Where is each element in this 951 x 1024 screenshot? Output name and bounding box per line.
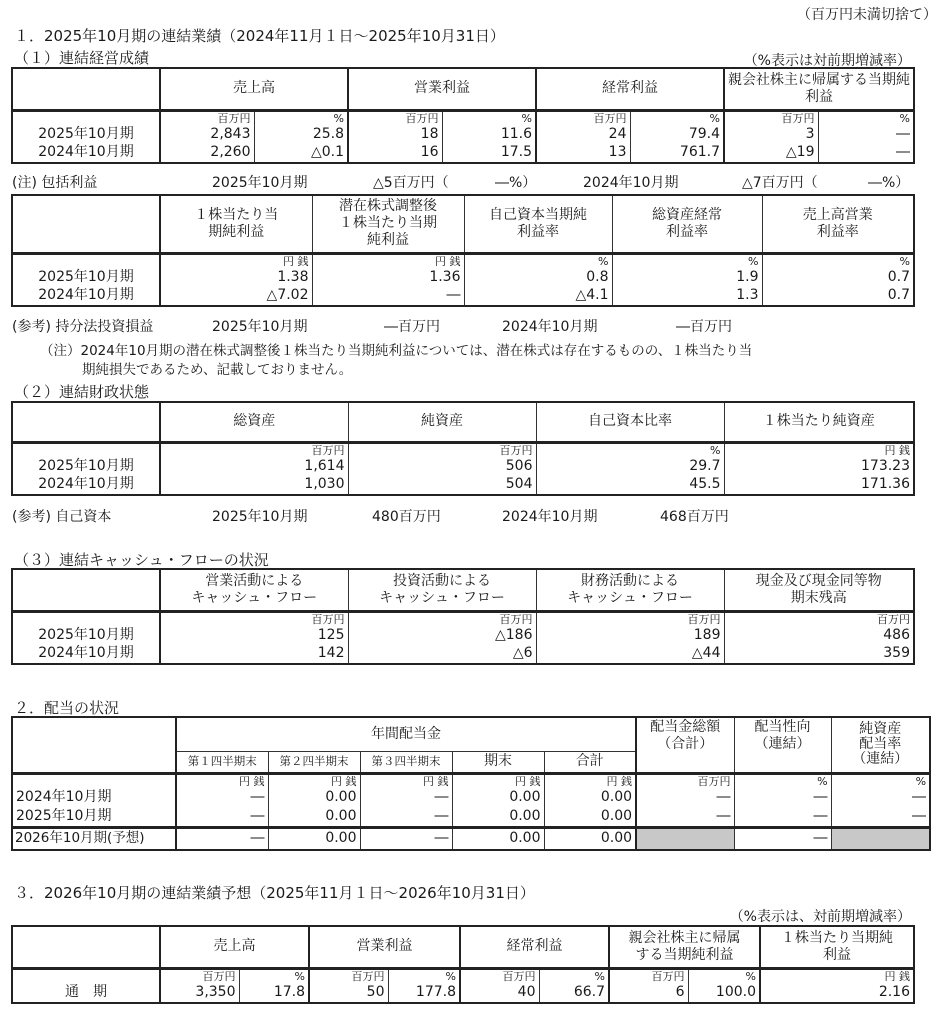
ci-period1: 2025年10月期 xyxy=(212,175,308,191)
header-investing-cf: 投資活動による キャッシュ・フロー xyxy=(348,569,536,611)
financial-position-table xyxy=(11,401,915,496)
eq-period2: 2024年10月期 xyxy=(502,509,598,525)
cell: △186 xyxy=(348,626,536,645)
cell: 0.00 xyxy=(268,808,360,828)
cell: ― xyxy=(360,788,452,808)
unit: 百万円 xyxy=(160,611,348,626)
unit: 円 銭 xyxy=(176,773,268,788)
pct-note-forecast: （%表示は、対前期増減率） xyxy=(729,909,911,925)
unit: 円 銭 xyxy=(268,773,360,788)
em-period1: 2025年10月期 xyxy=(212,319,308,335)
row-label: 通 期 xyxy=(12,983,160,1003)
cell: 1,614 xyxy=(160,457,348,476)
header-net-assets: 純資産 xyxy=(348,402,536,442)
header-ordinary-income: 経常利益 xyxy=(536,68,724,110)
cell: 0.8 xyxy=(464,268,612,287)
header-net-income: 親会社株主に帰属する当期純利益 xyxy=(724,68,914,110)
table-row-forecast xyxy=(12,828,930,850)
cell: 0.00 xyxy=(544,788,636,808)
row-label: 2024年10月期 xyxy=(12,788,176,808)
header-blank xyxy=(12,68,160,110)
cell: 0.00 xyxy=(268,828,360,850)
table-row xyxy=(12,144,914,163)
cell: 1.3 xyxy=(612,287,762,306)
unit: 円 銭 xyxy=(544,773,636,788)
table-row xyxy=(12,268,914,287)
ci-pct2: ―%） xyxy=(868,175,910,191)
operating-results-table xyxy=(11,67,915,164)
cell: 50 xyxy=(309,983,388,1003)
unit: 百万円 xyxy=(724,110,818,125)
section1-sub3-title: （３）連結キャッシュ・フローの状況 xyxy=(14,551,269,569)
header-ordinary-income: 経常利益 xyxy=(460,926,609,968)
cell: ― xyxy=(636,808,734,828)
cell: 171.36 xyxy=(724,476,914,495)
cell: 24 xyxy=(536,125,630,144)
row-label: 2026年10月期(予想) xyxy=(12,828,176,850)
cell: 125 xyxy=(160,626,348,645)
header-roa: 総資産経常利益率 xyxy=(612,195,762,253)
footnote-line1: （注）2024年10月期の潜在株式調整後１株当たり当期純利益については、潜在株式は存在するものの、１株当たり当 xyxy=(40,343,753,359)
cell: 40 xyxy=(460,983,539,1003)
cell: ― xyxy=(636,788,734,808)
unit: % xyxy=(254,110,348,125)
forecast-table xyxy=(11,925,915,1004)
cell: ― xyxy=(360,808,452,828)
cell: ― xyxy=(176,828,268,850)
header-operating-income: 営業利益 xyxy=(309,926,460,968)
unit: % xyxy=(388,968,460,983)
unit: 百万円 xyxy=(348,110,442,125)
header-operating-cf: 営業活動による キャッシュ・フロー xyxy=(160,569,348,611)
cell: 25.8 xyxy=(254,125,348,144)
table-row xyxy=(12,645,914,664)
unit-note: （百万円未満切捨て） xyxy=(797,7,937,23)
table-row xyxy=(12,808,930,828)
unit: % xyxy=(539,968,609,983)
cell: 13 xyxy=(536,144,630,163)
unit: 円 銭 xyxy=(360,773,452,788)
section2-title: ２．配当の状況 xyxy=(14,699,120,717)
unit: 百万円 xyxy=(536,110,630,125)
eq-value2: 468百万円 xyxy=(660,509,729,525)
header-payout-ratio: 配当性向 （連結） xyxy=(734,717,831,773)
table-row xyxy=(12,476,914,495)
cell: ― xyxy=(360,828,452,850)
cell: 1,030 xyxy=(160,476,348,495)
em-value2: ―百万円 xyxy=(676,319,732,335)
ci-value2: △7百万円（ xyxy=(742,175,818,191)
table-row xyxy=(12,457,914,476)
ci-period2: 2024年10月期 xyxy=(583,175,679,191)
cell: 3 xyxy=(724,125,818,144)
ci-pct1: ―%） xyxy=(495,175,537,191)
cell: 506 xyxy=(348,457,536,476)
eq-value1: 480百万円 xyxy=(372,509,441,525)
cell: 189 xyxy=(536,626,724,645)
row-label: 2025年10月期 xyxy=(12,268,160,287)
section1-sub2-title: （２）連結財政状態 xyxy=(14,383,150,401)
cell: 0.00 xyxy=(544,808,636,828)
unit: 百万円 xyxy=(309,968,388,983)
row-label: 2025年10月期 xyxy=(12,125,160,144)
cell: 1.38 xyxy=(160,268,312,287)
unit: 円 銭 xyxy=(760,968,914,983)
section3-title: ３．2026年10月期の連結業績予想（2025年11月１日～2026年10月31日） xyxy=(14,884,535,902)
cell: 18 xyxy=(348,125,442,144)
cell-shaded xyxy=(831,828,930,850)
unit: 円 銭 xyxy=(724,442,914,457)
header-operating-income: 営業利益 xyxy=(348,68,536,110)
cell: 2,843 xyxy=(160,125,254,144)
cell: 142 xyxy=(160,645,348,664)
equity-method-label: (参考) 持分法投資損益 xyxy=(12,319,154,335)
cell: 17.5 xyxy=(442,144,536,163)
header-sales: 売上高 xyxy=(160,926,309,968)
table-row xyxy=(12,125,914,144)
cash-flow-table xyxy=(11,568,915,665)
header-total-assets: 総資産 xyxy=(160,402,348,442)
unit: 円 銭 xyxy=(312,253,464,268)
row-label: 2024年10月期 xyxy=(12,645,160,664)
cell: ― xyxy=(176,788,268,808)
unit: 百万円 xyxy=(348,442,536,457)
header-total: 合計 xyxy=(544,751,636,773)
em-period2: 2024年10月期 xyxy=(502,319,598,335)
cell: △7.02 xyxy=(160,287,312,306)
cell: 177.8 xyxy=(388,983,460,1003)
cell: ― xyxy=(818,144,914,163)
header-equity-ratio: 自己資本比率 xyxy=(536,402,724,442)
cell: 2,260 xyxy=(160,144,254,163)
cell: 11.6 xyxy=(442,125,536,144)
cell: 504 xyxy=(348,476,536,495)
unit: 百万円 xyxy=(348,611,536,626)
header-doe: 純資産 配当率 （連結） xyxy=(831,717,930,773)
unit: 百万円 xyxy=(460,968,539,983)
unit: 百万円 xyxy=(160,442,348,457)
cell: △4.1 xyxy=(464,287,612,306)
cell: 0.00 xyxy=(452,788,544,808)
footnote-line2: 期純損失であるため、記載しておりません。 xyxy=(82,362,353,378)
unit: 百万円 xyxy=(536,611,724,626)
row-label: 2025年10月期 xyxy=(12,457,160,476)
header-bps: １株当たり純資産 xyxy=(724,402,914,442)
pct-note: （%表示は対前期増減率） xyxy=(743,53,911,69)
header-financing-cf: 財務活動による キャッシュ・フロー xyxy=(536,569,724,611)
header-annual-dividend: 年間配当金 xyxy=(176,717,636,751)
row-label: 2024年10月期 xyxy=(12,476,160,495)
unit: 百万円 xyxy=(724,611,914,626)
unit: % xyxy=(734,773,831,788)
table-row xyxy=(12,983,914,1003)
unit: % xyxy=(831,773,930,788)
cell: 3,350 xyxy=(160,983,239,1003)
cell: 0.7 xyxy=(762,287,914,306)
row-label: 2024年10月期 xyxy=(12,287,160,306)
cell: 761.7 xyxy=(630,144,724,163)
section1-sub1-title: （１）連結経営成績 xyxy=(14,49,150,67)
unit: 百万円 xyxy=(160,968,239,983)
eq-period1: 2025年10月期 xyxy=(212,509,308,525)
cell: ― xyxy=(734,808,831,828)
cell-shaded xyxy=(636,828,734,850)
cell: 45.5 xyxy=(536,476,724,495)
cell: 486 xyxy=(724,626,914,645)
cell: ― xyxy=(734,788,831,808)
unit: 百万円 xyxy=(160,110,254,125)
cell: 1.9 xyxy=(612,268,762,287)
unit: % xyxy=(239,968,309,983)
unit: % xyxy=(442,110,536,125)
unit: % xyxy=(536,442,724,457)
cell: △44 xyxy=(536,645,724,664)
header-sales: 売上高 xyxy=(160,68,348,110)
cell: 359 xyxy=(724,645,914,664)
cell: ― xyxy=(312,287,464,306)
cell: △6 xyxy=(348,645,536,664)
unit: % xyxy=(464,253,612,268)
header-total-dividend: 配当金総額 （合計） xyxy=(636,717,734,773)
ci-value1: △5百万円（ xyxy=(373,175,449,191)
header-eps: １株当たり当期純 利益 xyxy=(760,926,914,968)
header-q1: 第１四半期末 xyxy=(176,751,268,773)
cell: △19 xyxy=(724,144,818,163)
table-row xyxy=(12,287,914,306)
cell: 0.00 xyxy=(452,808,544,828)
unit: % xyxy=(630,110,724,125)
unit: 円 銭 xyxy=(452,773,544,788)
cell: 66.7 xyxy=(539,983,609,1003)
header-q3: 第３四半期末 xyxy=(360,751,452,773)
per-share-metrics-table xyxy=(11,194,915,307)
cell: ― xyxy=(818,125,914,144)
unit: % xyxy=(688,968,760,983)
row-label: 2025年10月期 xyxy=(12,808,176,828)
section1-title: １．2025年10月期の連結業績（2024年11月１日～2025年10月31日） xyxy=(14,27,505,45)
dividends-table xyxy=(11,716,931,851)
cell: △0.1 xyxy=(254,144,348,163)
row-label: 2024年10月期 xyxy=(12,144,160,163)
cell: 0.00 xyxy=(452,828,544,850)
cell: ― xyxy=(176,808,268,828)
unit: % xyxy=(612,253,762,268)
cell: ― xyxy=(831,788,930,808)
table-row xyxy=(12,788,930,808)
header-cash-balance: 現金及び現金同等物 期末残高 xyxy=(724,569,914,611)
unit: 百万円 xyxy=(609,968,688,983)
cell: 0.00 xyxy=(544,828,636,850)
unit: % xyxy=(818,110,914,125)
header-eps: １株当たり当期純利益 xyxy=(160,195,312,253)
cell: 6 xyxy=(609,983,688,1003)
header-roe: 自己資本当期純利益率 xyxy=(464,195,612,253)
em-value1: ―百万円 xyxy=(384,319,440,335)
unit: 円 銭 xyxy=(160,253,312,268)
comprehensive-income-label: (注) 包括利益 xyxy=(12,175,98,191)
unit: % xyxy=(762,253,914,268)
header-diluted-eps: 潜在株式調整後１株当たり当期純利益 xyxy=(312,195,464,253)
table-row xyxy=(12,626,914,645)
cell: 29.7 xyxy=(536,457,724,476)
equity-label: (参考) 自己資本 xyxy=(12,509,112,525)
cell: 0.00 xyxy=(268,788,360,808)
cell: 100.0 xyxy=(688,983,760,1003)
cell: 17.8 xyxy=(239,983,309,1003)
header-net-income: 親会社株主に帰属 する当期純利益 xyxy=(609,926,760,968)
cell: 2.16 xyxy=(760,983,914,1003)
cell: 1.36 xyxy=(312,268,464,287)
unit: 百万円 xyxy=(636,773,734,788)
header-q2: 第２四半期末 xyxy=(268,751,360,773)
row-label: 2025年10月期 xyxy=(12,626,160,645)
cell: 173.23 xyxy=(724,457,914,476)
cell: 16 xyxy=(348,144,442,163)
cell: ― xyxy=(734,828,831,850)
header-operating-margin: 売上高営業利益率 xyxy=(762,195,914,253)
cell: 79.4 xyxy=(630,125,724,144)
cell: ― xyxy=(831,808,930,828)
header-year-end: 期末 xyxy=(452,751,544,773)
cell: 0.7 xyxy=(762,268,914,287)
